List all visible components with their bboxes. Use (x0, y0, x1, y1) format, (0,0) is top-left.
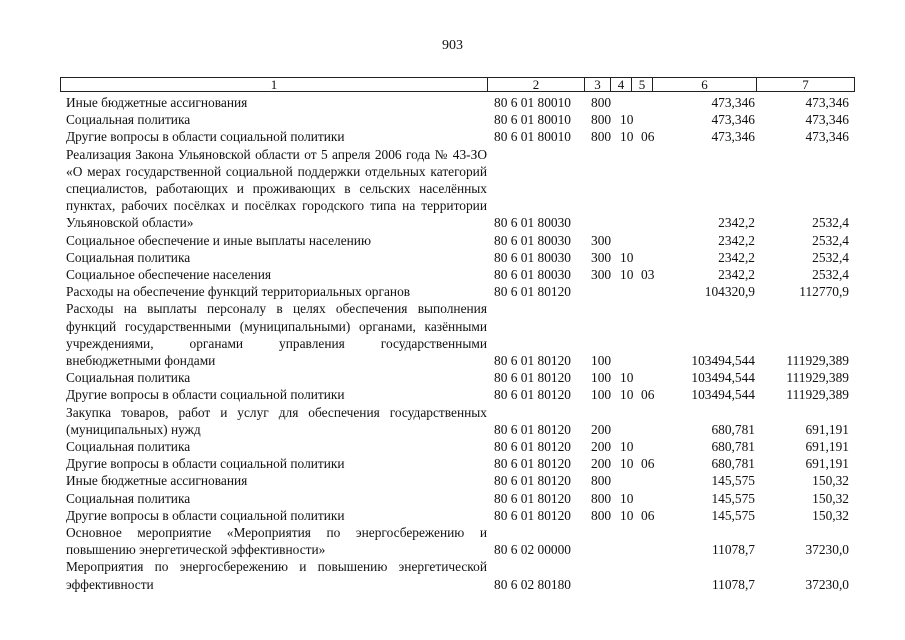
row-code: 80 6 01 80120 (494, 284, 571, 300)
row-value-7: 691,191 (805, 456, 849, 472)
row-value-7: 111929,389 (786, 370, 849, 386)
table-row (0, 558, 905, 592)
row-name: Другие вопросы в области социальной политики (66, 387, 345, 403)
row-value-6: 2342,2 (718, 232, 755, 248)
row-value-7: 691,191 (805, 421, 849, 437)
row-code: 80 6 01 80010 (494, 95, 571, 110)
row-name: Другие вопросы в области социальной политики (66, 129, 345, 145)
row-value-7: 2532,4 (812, 215, 849, 231)
row-col-5: 06 (641, 129, 655, 145)
table-row (0, 524, 905, 558)
row-value-6: 680,781 (711, 439, 755, 455)
row-col-4: 10 (620, 129, 634, 145)
row-code: 80 6 02 80180 (494, 576, 571, 592)
row-col-4: 10 (620, 439, 634, 455)
row-value-6: 2342,2 (718, 215, 755, 231)
row-col-4: 10 (620, 249, 634, 265)
row-value-6: 103494,544 (691, 370, 755, 386)
row-value-7: 150,32 (812, 473, 849, 489)
header-col-3: 3 (585, 78, 611, 91)
row-col-3: 100 (591, 353, 612, 369)
row-col-3: 100 (591, 370, 612, 386)
row-value-6: 145,575 (711, 490, 755, 506)
row-name: Социальная политика (66, 112, 191, 128)
row-value-6: 473,346 (711, 129, 755, 145)
row-value-6: 104320,9 (704, 284, 755, 300)
row-code: 80 6 01 80120 (494, 439, 571, 455)
row-value-6: 145,575 (711, 507, 755, 523)
row-name: Реализация Закона Ульяновской области от 5 апреля 2006 года № 43-ЗО «О мерах государственной социальной поддержки отдельных категорий специалистов, работающих и проживающих в сельских населённых пунктах, рабочих посёлках и посёлках городского типа на территории Ульяновской области» (66, 146, 487, 231)
row-value-6: 11078,7 (711, 542, 755, 558)
row-value-7: 473,346 (805, 112, 849, 128)
row-col-5: 06 (641, 456, 655, 472)
row-name: Иные бюджетные ассигнования (66, 473, 248, 489)
row-value-6: 473,346 (711, 95, 755, 110)
row-col-3: 800 (591, 490, 612, 506)
row-name: Иные бюджетные ассигнования (66, 95, 248, 110)
row-col-5: 06 (641, 507, 655, 523)
table-row (0, 490, 905, 507)
row-value-6: 145,575 (711, 473, 755, 489)
row-value-6: 2342,2 (718, 267, 755, 283)
row-name: Расходы на выплаты персоналу в целях обеспечения выполнения функций государственными (муниципальными) органами, казёнными учреждениями, органами управления государственными внебюджетными фондами (66, 301, 487, 369)
row-col-3: 200 (591, 439, 612, 455)
row-name: Другие вопросы в области социальной политики (66, 507, 345, 523)
row-value-6: 473,346 (711, 112, 755, 128)
row-code: 80 6 01 80120 (494, 456, 571, 472)
table-row (0, 369, 905, 386)
table-row (0, 94, 905, 111)
row-value-6: 11078,7 (711, 576, 755, 592)
row-col-4: 10 (620, 456, 634, 472)
row-code: 80 6 02 00000 (494, 542, 571, 558)
table-row (0, 438, 905, 455)
row-value-7: 37230,0 (805, 542, 849, 558)
row-code: 80 6 01 80030 (494, 267, 571, 283)
row-name: Социальная политика (66, 439, 191, 455)
table-row (0, 386, 905, 403)
row-value-6: 680,781 (711, 421, 755, 437)
row-col-3: 800 (591, 507, 612, 523)
header-col-7: 7 (802, 77, 809, 92)
row-code: 80 6 01 80120 (494, 490, 571, 506)
row-name: Расходы на обеспечение функций территориальных органов (66, 284, 411, 300)
row-col-4: 10 (620, 112, 634, 128)
row-col-3: 100 (591, 387, 612, 403)
row-name: Социальное обеспечение и иные выплаты населению (66, 232, 371, 248)
table-row (0, 507, 905, 524)
row-col-4: 10 (620, 507, 634, 523)
row-value-7: 112770,9 (799, 284, 849, 300)
row-code: 80 6 01 80120 (494, 507, 571, 523)
row-code: 80 6 01 80010 (494, 112, 571, 128)
row-col-3: 300 (591, 267, 612, 283)
row-col-3: 800 (591, 129, 612, 145)
table-header (60, 77, 855, 92)
header-col-4: 4 (611, 78, 632, 91)
table-row (0, 128, 905, 145)
row-col-4: 10 (620, 490, 634, 506)
row-name: Мероприятия по энергосбережению и повышению энергетической эффективности (66, 559, 487, 592)
row-name: Социальная политика (66, 370, 191, 386)
header-col-1: 1 (61, 78, 488, 91)
row-col-3: 800 (591, 112, 612, 128)
header-col-2: 2 (488, 78, 585, 91)
row-col-3: 800 (591, 95, 612, 110)
table-row (0, 249, 905, 266)
row-value-6: 103494,544 (691, 353, 755, 369)
row-code: 80 6 01 80120 (494, 387, 571, 403)
row-col-5: 03 (641, 267, 655, 283)
row-value-7: 150,32 (812, 490, 849, 506)
row-name: Закупка товаров, работ и услуг для обеспечения государственных (муниципальных) нужд (66, 404, 487, 437)
table-row (0, 300, 905, 369)
row-value-7: 691,191 (805, 439, 849, 455)
row-code: 80 6 01 80030 (494, 232, 571, 248)
row-col-4: 10 (620, 267, 634, 283)
row-value-7: 111929,389 (786, 353, 849, 369)
row-name: Социальная политика (66, 490, 191, 506)
table-row (0, 283, 905, 300)
row-value-6: 2342,2 (718, 249, 755, 265)
row-col-3: 300 (591, 249, 612, 265)
row-code: 80 6 01 80120 (494, 353, 571, 369)
header-col-5: 5 (632, 78, 653, 91)
row-value-7: 111929,389 (786, 387, 849, 403)
table-row (0, 404, 905, 438)
row-code: 80 6 01 80120 (494, 473, 571, 489)
row-code: 80 6 01 80010 (494, 129, 571, 145)
table-row (0, 455, 905, 472)
row-name: Основное мероприятие «Мероприятия по энергосбережению и повышению энергетической эффективности» (66, 525, 487, 558)
table-row (0, 266, 905, 283)
row-value-6: 680,781 (711, 456, 755, 472)
row-code: 80 6 01 80030 (494, 215, 571, 231)
table-row (0, 111, 905, 128)
table-body (0, 94, 905, 593)
row-code: 80 6 01 80120 (494, 421, 571, 437)
row-col-3: 200 (591, 421, 612, 437)
row-value-7: 2532,4 (812, 249, 849, 265)
table-row (0, 232, 905, 249)
row-value-7: 37230,0 (805, 576, 849, 592)
row-col-3: 200 (591, 456, 612, 472)
row-code: 80 6 01 80030 (494, 249, 571, 265)
row-name: Социальное обеспечение населения (66, 267, 272, 283)
row-value-7: 2532,4 (812, 267, 849, 283)
row-value-6: 103494,544 (691, 387, 755, 403)
row-col-4: 10 (620, 370, 634, 386)
row-col-3: 800 (591, 473, 612, 489)
table-row (0, 472, 905, 489)
header-col-6: 6 (653, 78, 757, 91)
row-value-7: 2532,4 (812, 232, 849, 248)
row-col-5: 06 (641, 387, 655, 403)
row-name: Социальная политика (66, 249, 191, 265)
page-number: 903 (442, 38, 463, 53)
row-col-3: 300 (591, 232, 612, 248)
row-value-7: 473,346 (805, 95, 849, 110)
row-code: 80 6 01 80120 (494, 370, 571, 386)
row-name: Другие вопросы в области социальной политики (66, 456, 345, 472)
row-col-4: 10 (620, 387, 634, 403)
row-value-7: 473,346 (805, 129, 849, 145)
row-value-7: 150,32 (812, 507, 849, 523)
table-row (0, 146, 905, 232)
